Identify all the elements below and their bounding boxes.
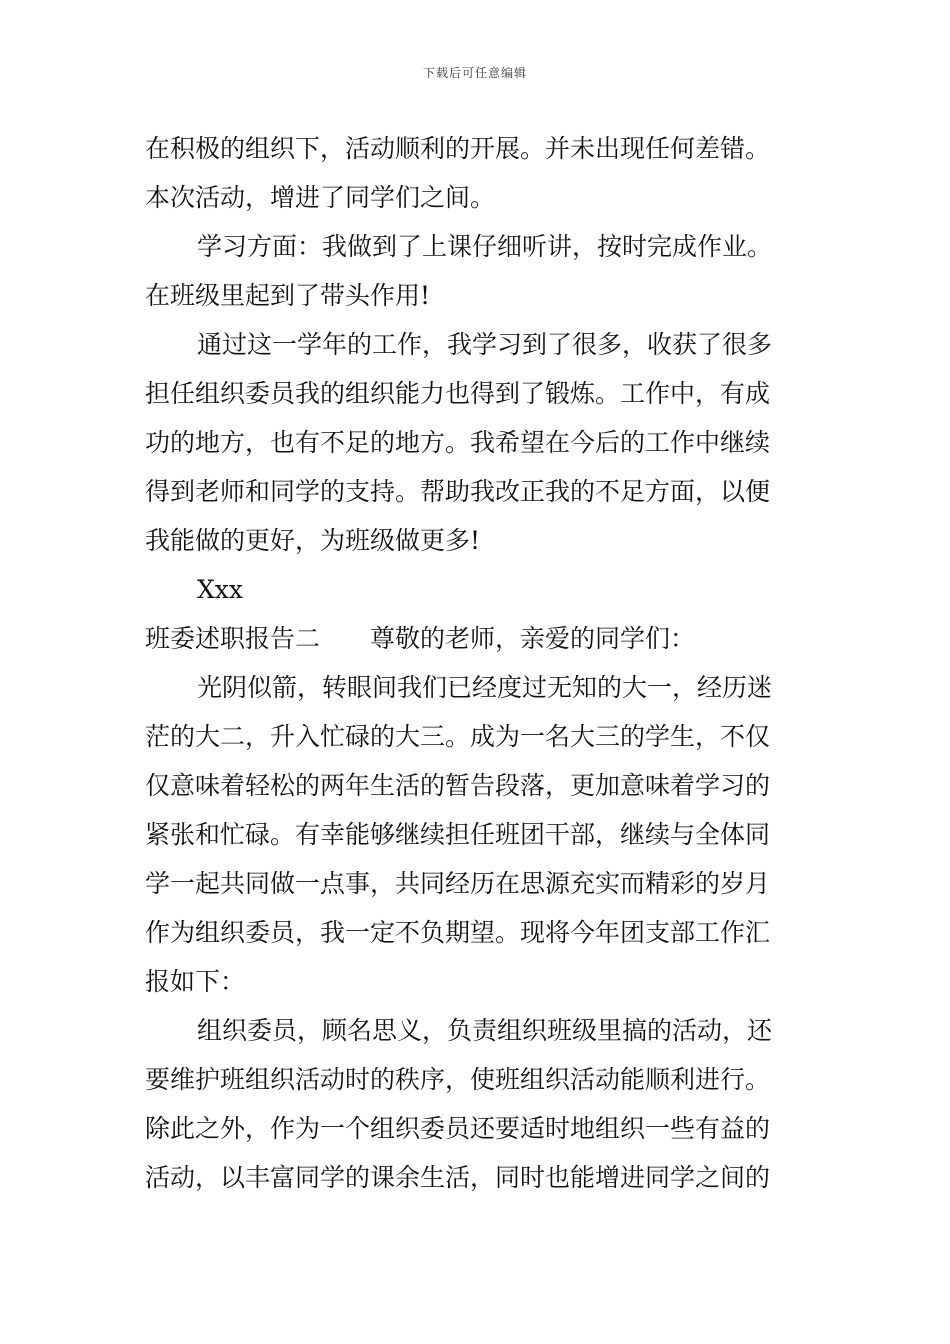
text-line: 组织委员，顾名思义，负责组织班级里搞的活动，还 [197, 1016, 773, 1045]
text-line: 功的地方，也有不足的地方。我希望在今后的工作中继续 [145, 428, 771, 457]
report-title: 班委述职报告二 [145, 624, 321, 653]
text-line: 本次活动，增进了同学们之间。 [145, 183, 496, 212]
text-line: 要维护班组织活动时的秩序，使班组织活动能顺利进行。 [145, 1065, 771, 1094]
salutation: 尊敬的老师，亲爱的同学们： [370, 624, 696, 653]
document-body [145, 124, 810, 1202]
text-line: 担任组织委员我的组织能力也得到了锻炼。工作中，有成 [145, 379, 771, 408]
report-heading-line [145, 614, 810, 663]
text-line: 茫的大二，升入忙碌的大三。成为一名大三的学生，不仅 [145, 722, 771, 751]
text-line: 仅意味着轻松的两年生活的暂告段落，更加意味着学习的 [145, 771, 771, 800]
text-line: 在班级里起到了带头作用! [145, 281, 431, 310]
text-line: Xxx [197, 575, 243, 604]
text-line: 通过这一学年的工作，我学习到了很多，收获了很多 [197, 330, 773, 359]
text-line: 报如下： [145, 967, 246, 996]
text-line: 得到老师和同学的支持。帮助我改正我的不足方面，以便 [145, 477, 771, 506]
paragraph-block-2 [145, 663, 810, 1202]
text-line: 紧张和忙碌。有幸能够继续担任班团干部，继续与全体同 [145, 820, 771, 849]
text-line: 我能做的更好，为班级做更多! [145, 526, 481, 555]
page-header-note: 下载后可任意编辑 [422, 66, 527, 80]
text-line: 学一起共同做一点事，共同经历在思源充实而精彩的岁月 [145, 869, 771, 898]
text-line: 光阴似箭，转眼间我们已经度过无知的大一，经历迷 [197, 673, 773, 702]
text-line: 除此之外，作为一个组织委员还要适时地组织一些有益的 [145, 1114, 771, 1143]
text-line: 在积极的组织下，活动顺利的开展。并未出现任何差错。 [145, 134, 771, 163]
paragraph-block-1 [145, 124, 810, 614]
text-line: 作为组织委员，我一定不负期望。现将今年团支部工作汇 [145, 918, 771, 947]
text-line: 学习方面：我做到了上课仔细听讲，按时完成作业。 [197, 232, 773, 261]
text-line: 活动，以丰富同学的课余生活，同时也能增进同学之间的 [145, 1163, 771, 1192]
